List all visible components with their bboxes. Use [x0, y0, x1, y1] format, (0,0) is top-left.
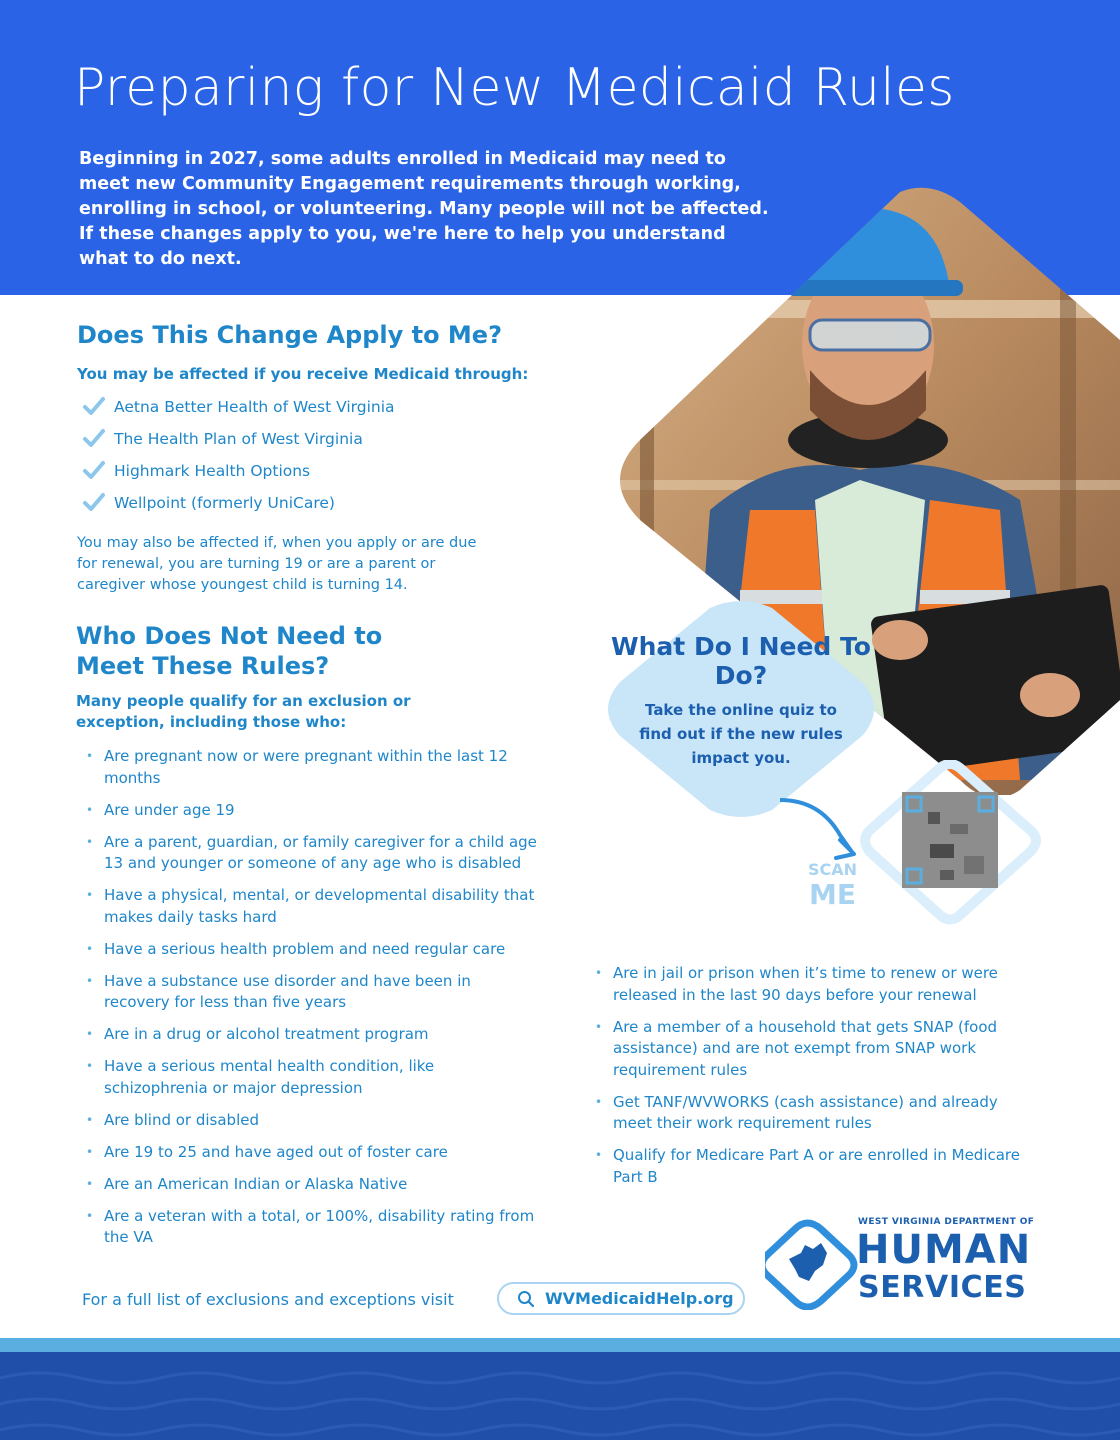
exemption-item: • Are under age 19	[77, 800, 537, 822]
page-title: Preparing for New Medicaid Rules	[74, 58, 955, 118]
plan-item	[82, 455, 395, 487]
plan-list	[82, 391, 395, 519]
plan-label: The Health Plan of West Virginia	[114, 430, 363, 448]
plan-label: Highmark Health Options	[114, 462, 311, 480]
exemption-item: • Are pregnant now or were pregnant within the last 12 months	[77, 746, 537, 789]
exemption-item: • Are an American Indian or Alaska Native	[77, 1174, 537, 1196]
scan-label-line1: SCAN	[808, 860, 858, 879]
cta-text: Take the online quiz to find out if the new rules impact you.	[639, 701, 843, 767]
bottom-band	[0, 1338, 1120, 1440]
exemption-item: • Are in a drug or alcohol treatment program	[77, 1024, 537, 1046]
plan-label: Wellpoint (formerly UniCare)	[114, 494, 335, 512]
exemption-item: • Qualify for Medicare Part A or are enrolled in Medicare Part B	[586, 1145, 1036, 1188]
logo-services: SERVICES	[858, 1270, 1027, 1305]
intro-paragraph: Beginning in 2027, some adults enrolled in Medicaid may need to meet new Community Engagement requirements through working, enrolling in school, or volunteering. Many people will not be affected. If these changes apply to you, we're here to help you understand what to do next.	[79, 149, 769, 269]
plan-item	[82, 423, 395, 455]
exemption-item: • Are 19 to 25 and have aged out of foster care	[77, 1142, 537, 1164]
logo-department: WEST VIRGINIA DEPARTMENT OF	[858, 1217, 1035, 1227]
exemption-item: • Are a parent, guardian, or family caregiver for a child age 13 and younger or someone of any age who is disabled	[77, 832, 537, 875]
apply-subheading: You may be affected if you receive Medicaid through:	[77, 365, 529, 383]
website-url[interactable]: WVMedicaidHelp.org	[545, 1289, 734, 1308]
exemption-item: • Have a serious mental health condition, like schizophrenia or major depression	[77, 1056, 537, 1099]
plan-item	[82, 487, 395, 519]
checkmark-icon	[82, 395, 106, 419]
apply-note: You may also be affected if, when you apply or are due for renewal, you are turning 19 or are a parent or caregiver whose youngest child is turning 14.	[77, 535, 477, 593]
scan-me-label	[808, 862, 857, 909]
checkmark-icon	[82, 427, 106, 451]
apply-heading: Does This Change Apply to Me?	[77, 321, 503, 349]
exemptions-subheading: Many people qualify for an exclusion or exception, including those who:	[76, 692, 411, 731]
exemption-item: • Have a substance use disorder and have been in recovery for less than five years	[77, 971, 537, 1014]
exemptions-heading: Who Does Not Need to Meet These Rules?	[76, 622, 383, 680]
footer-text: For a full list of exclusions and exceptions visit	[82, 1290, 454, 1309]
checkmark-icon	[82, 491, 106, 515]
exemptions-list-right	[586, 963, 1036, 1199]
plan-label: Aetna Better Health of West Virginia	[114, 398, 395, 416]
exemption-item: • Are a member of a household that gets SNAP (food assistance) and are not exempt from SNAP work requirement rules	[586, 1017, 1036, 1082]
scan-label-line2: ME	[809, 878, 857, 911]
website-link[interactable]	[497, 1282, 745, 1315]
exemption-item: • Are in jail or prison when it’s time to renew or were released in the last 90 days before your renewal	[586, 963, 1036, 1006]
exemption-item: • Are blind or disabled	[77, 1110, 537, 1132]
logo-human: HUMAN	[856, 1227, 1032, 1273]
checkmark-icon	[82, 459, 106, 483]
exemption-item: • Are a veteran with a total, or 100%, disability rating from the VA	[77, 1206, 537, 1249]
search-icon	[517, 1290, 535, 1308]
exemptions-list-left	[77, 746, 537, 1259]
exemption-item: • Get TANF/WVWORKS (cash assistance) and already meet their work requirement rules	[586, 1092, 1036, 1135]
exemption-item: • Have a physical, mental, or developmental disability that makes daily tasks hard	[77, 885, 537, 928]
plan-item	[82, 391, 395, 423]
cta-title: What Do I Need To Do?	[611, 632, 871, 690]
exemption-item: • Have a serious health problem and need regular care	[77, 939, 537, 961]
